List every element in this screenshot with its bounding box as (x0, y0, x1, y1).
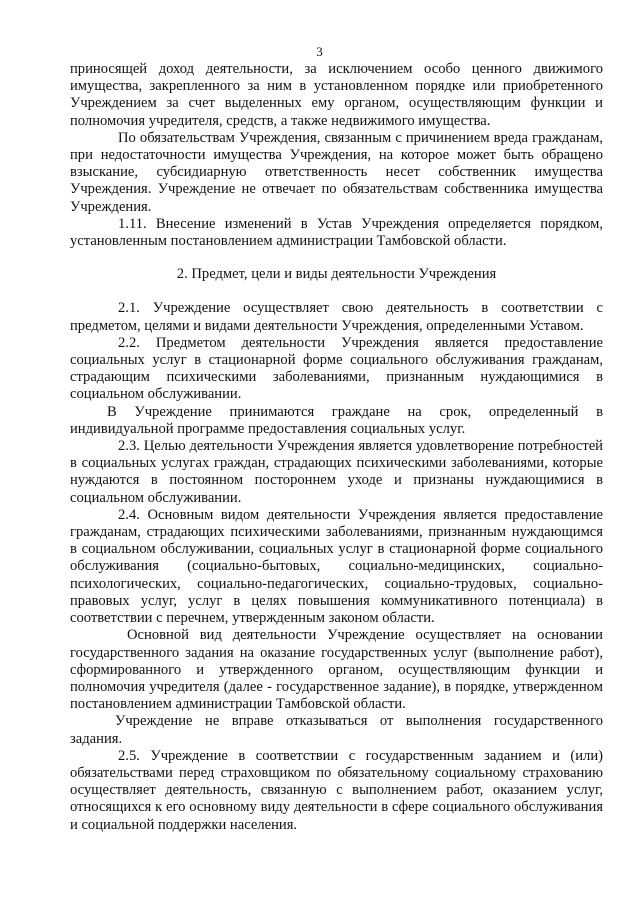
section-heading: 2. Предмет, цели и виды деятельности Учреждения (176, 266, 497, 283)
document-page (70, 43, 603, 834)
document-body (70, 43, 603, 834)
paragraph-2-4: 2.4. Основным видом деятельности Учреждения является предоставление гражданам, страдающих психическими заболеваниями, признанным нуждающимся в социальном обслуживании, социальных услуг в стационарной форме социального обслуживания (социально-бытовых, социально-медицинских, социально-психологических, социально-педагогических, социально-трудовых, социально-правовых услуг, услуг в целях повышения коммуникативного потенциала) в соответствии с перечнем, утвержденным законом области. (70, 506, 603, 627)
paragraph-2-1: 2.1. Учреждение осуществляет свою деятельность в соответствии с предметом, целями и видами деятельности Учреждения, определенными Уставом. (70, 300, 603, 334)
paragraph-2-2: 2.2. Предметом деятельности Учреждения является предоставление социальных услуг в стационарной форме социального обслуживания гражданам, страдающим психическими заболеваниями, признанным нуждающимися в социальном обслуживании. (70, 334, 603, 403)
paragraph-property-end: приносящей доход деятельности, за исключением особо ценного движимого имущества, закрепленного за ним в установленном порядке или приобретенного Учреждением за счет выделенных ему органом, осуществляющим функции и полномочия учредителя, средств, а также недвижимого имущества. (70, 61, 603, 129)
paragraph-state-assignment: Основной вид деятельности Учреждение осуществляет на основании государственного задания на оказание государственных услуг (выполнение работ), сформированного и утвержденного органом, осуществляющим функции и полномочия учредителя (далее - государственное задание), в порядке, утвержденном постановлением администрации Тамбовской области. (70, 627, 603, 713)
page-number: 3 (316, 44, 323, 59)
paragraph-charter-amendments: 1.11. Внесение изменений в Устав Учреждения определяется порядком, установленным постановлением администрации Тамбовской области. (70, 215, 603, 250)
paragraph-2-3: 2.3. Целью деятельности Учреждения является удовлетворение потребностей в социальных услугах граждан, страдающих психическими заболеваниями, которые нуждаются в постоянном постороннем уходе и признаны нуждающимися в социальном обслуживании. (70, 438, 603, 506)
paragraph-2-5: 2.5. Учреждение в соответствии с государственным заданием и (или) обязательствами перед страховщиком по обязательному социальному страхованию осуществляет деятельность, связанную с выполнением работ, оказанием услуг, относящихся к его основному виду деятельности в сфере социального обслуживания и социальной поддержки населения. (70, 747, 603, 833)
paragraph-admission: В Учреждение принимаются граждане на срок, определенный в индивидуальной программе предоставления социальных услуг. (70, 403, 603, 437)
paragraph-no-refusal: Учреждение не вправе отказываться от выполнения государственного задания. (70, 713, 603, 747)
paragraph-liability: По обязательствам Учреждения, связанным с причинением вреда гражданам, при недостаточности имущества Учреждения, на которое может быть обращено взыскание, субсидиарную ответственность несет собственник имущества Учреждения. Учреждение не отвечает по обязательствам собственника имущества Учреждения. (70, 129, 603, 215)
